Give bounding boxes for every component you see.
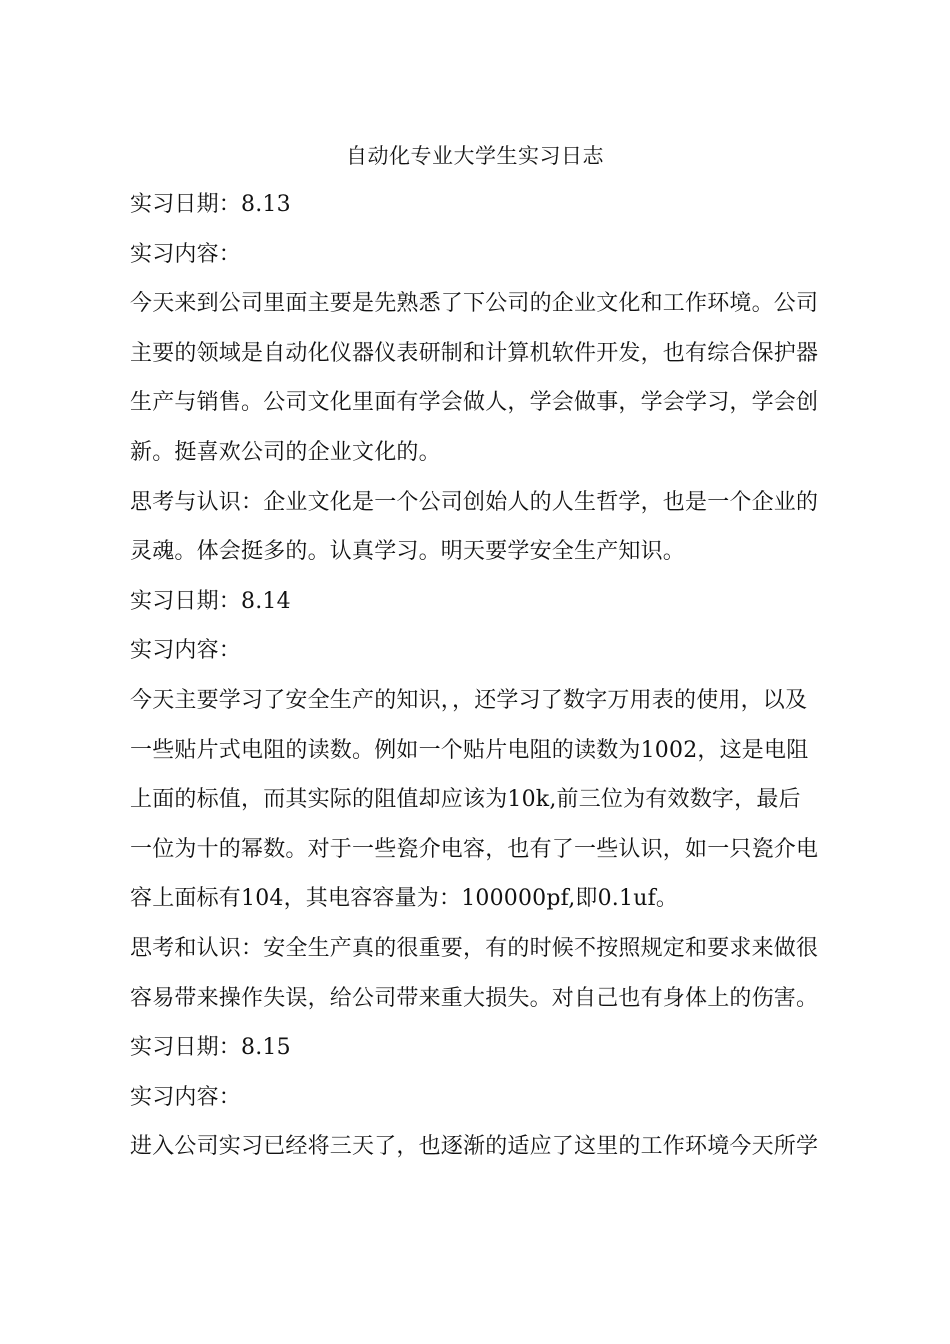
reflection-line: 容易带来操作失误，给公司带来重大损失。对自己也有身体上的伤害。 xyxy=(130,985,819,1011)
paragraph-line: 容上面标有104，其电容容量为：100000pf,即0.1uf。 xyxy=(130,886,679,912)
paragraph-line: 今天来到公司里面主要是先熟悉了下公司的企业文化和工作环境。公司 xyxy=(130,291,819,317)
paragraph-line: 新。挺喜欢公司的企业文化的。 xyxy=(130,439,441,465)
entry-content-label: 实习内容： xyxy=(130,1084,242,1110)
paragraph-line: 主要的领域是自动化仪器仪表研制和计算机软件开发，也有综合保护器 xyxy=(130,340,819,366)
entry-content-label: 实习内容： xyxy=(130,241,242,267)
paragraph-line: 一些贴片式电阻的读数。例如一个贴片电阻的读数为1002，这是电阻 xyxy=(130,737,809,763)
reflection-line: 思考和认识：安全生产真的很重要，有的时候不按照规定和要求来做很 xyxy=(130,935,819,961)
paragraph-line: 一位为十的幂数。对于一些瓷介电容，也有了一些认识，如一只瓷介电 xyxy=(130,836,819,862)
entry-content-label: 实习内容： xyxy=(130,638,242,664)
document-title: 自动化专业大学生实习日志 xyxy=(346,144,604,168)
document-body xyxy=(130,180,826,1172)
entry-date-line: 实习日期：8.14 xyxy=(130,588,291,614)
paragraph-line: 生产与销售。公司文化里面有学会做人，学会做事，学会学习，学会创 xyxy=(130,390,819,416)
entry-date-line: 实习日期：8.13 xyxy=(130,192,291,217)
reflection-line: 思考与认识：企业文化是一个公司创始人的人生哲学，也是一个企业的 xyxy=(130,489,819,515)
reflection-line: 灵魂。体会挺多的。认真学习。明天要学安全生产知识。 xyxy=(130,539,686,565)
paragraph-line: 进入公司实习已经将三天了，也逐渐的适应了这里的工作环境今天所学 xyxy=(130,1134,819,1160)
entry-date-line: 实习日期：8.15 xyxy=(130,1035,291,1061)
paragraph-line: 今天主要学习了安全生产的知识，，还学习了数字万用表的使用，以及 xyxy=(130,687,808,713)
paragraph-line: 上面的标值，而其实际的阻值却应该为10k,前三位为有效数字，最后 xyxy=(130,787,801,813)
